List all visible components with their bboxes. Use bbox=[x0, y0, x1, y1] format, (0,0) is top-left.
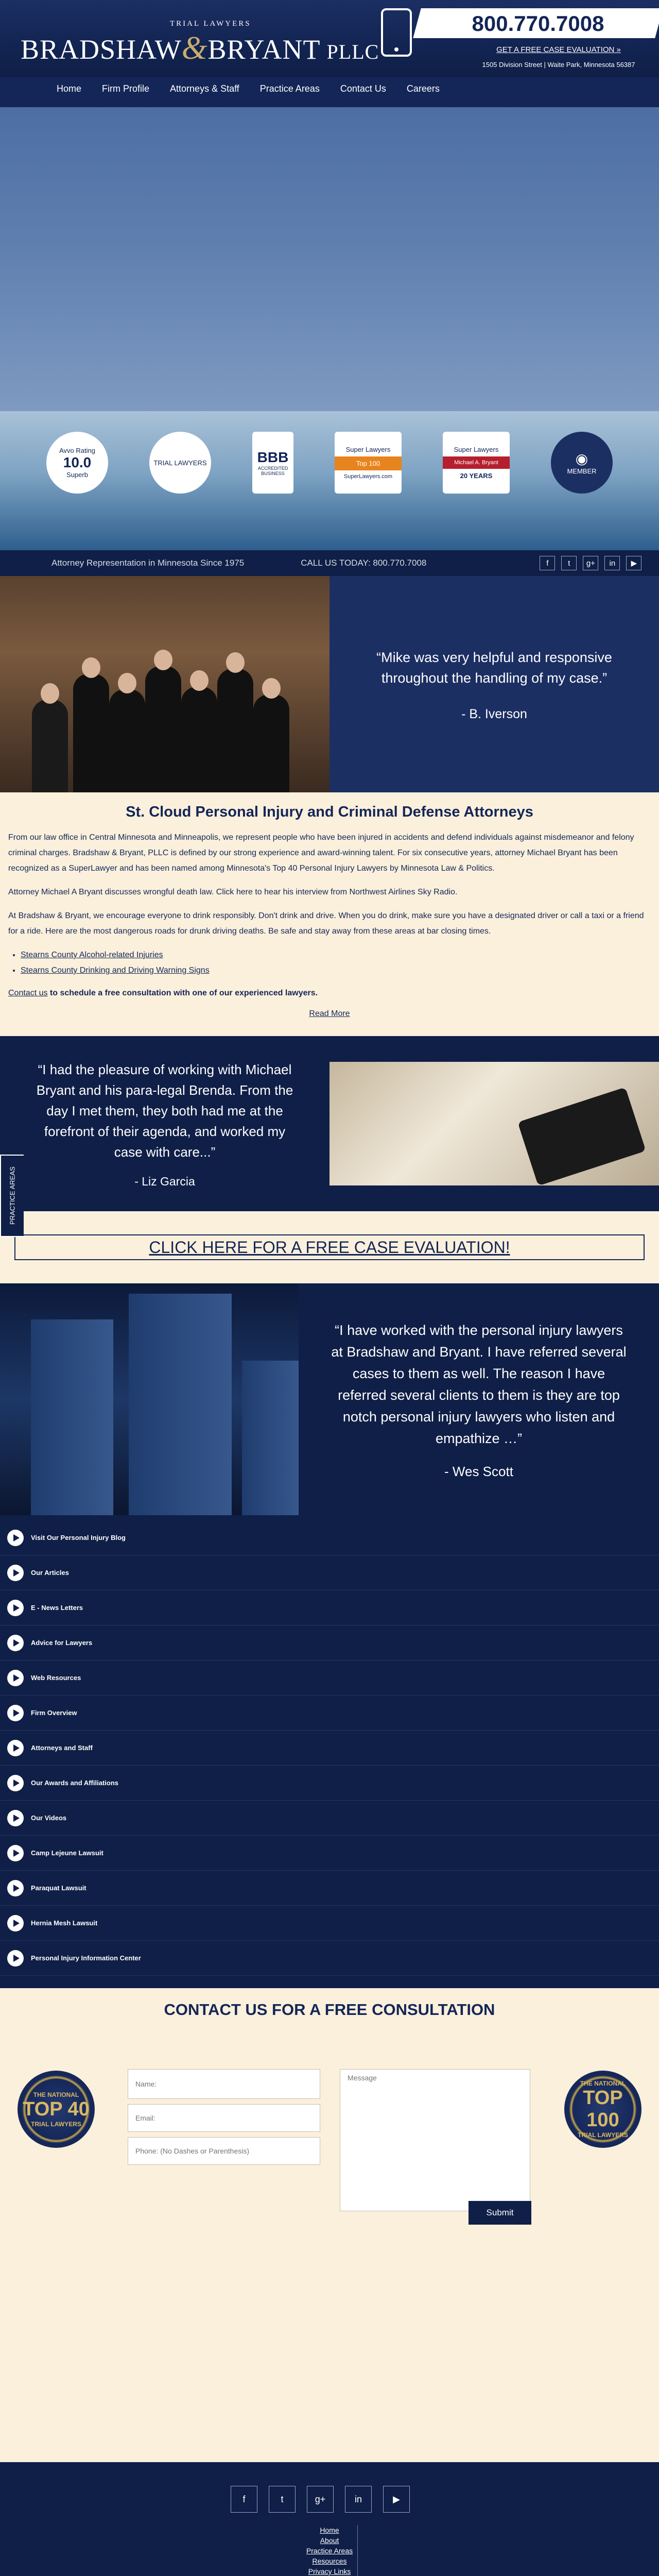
link-camp-lejeune[interactable]: Camp Lejeune Lawsuit bbox=[0, 1836, 659, 1871]
logo-name: BRADSHAW&BRYANT PLLC bbox=[21, 29, 379, 66]
social-links bbox=[540, 556, 641, 570]
interview-paragraph: Attorney Michael A Bryant discusses wrongful death law. Click here to hear his interview from Northwest Airlines Sky Radio. bbox=[8, 888, 458, 896]
nav-contact-us[interactable]: Contact Us bbox=[340, 83, 386, 94]
info-bar bbox=[0, 550, 659, 576]
contact-paragraph: Contact us to schedule a free consultation with one of our experienced lawyers. bbox=[8, 989, 318, 997]
testimonial-quote: “I had the pleasure of working with Michael Bryant and his para-legal Brenda. From the day I met them, they both had me at the forefront of their agenda, and worked my case with care...” bbox=[36, 1061, 293, 1160]
intro-paragraph: From our law office in Central Minnesota and Minneapolis, we represent people who have been injured in accidents and defend individuals against misdemeanor and felony criminal charges. Bradshaw & Bryant, PLLC is defined by our strong experience and award-winning talent. For six consecutive years, attorney Michael Bryant has been recognized as a SuperLawyer and has been named among Minnesota's Top 40 Personal Injury Lawyers by Minnesota Law & Politics. bbox=[8, 833, 634, 873]
testimonial-garcia-row bbox=[0, 1061, 659, 1188]
super-lawyers-top100: Top 100 bbox=[335, 456, 402, 470]
testimonial-iverson bbox=[330, 576, 659, 792]
play-icon bbox=[7, 1600, 24, 1616]
testimonial-quote: “Mike was very helpful and responsive throughout the handling of my case.” bbox=[376, 649, 612, 686]
contact-section bbox=[0, 1988, 659, 2462]
nav-careers[interactable]: Careers bbox=[406, 83, 440, 94]
drink-paragraph: At Bradshaw & Bryant, we encourage everyone to drink responsibly. Don't drink and drive. When you do drink, make sure you have a designated driver or call a taxi or a friend for a ride. Here are the most dangerous roads for drunk driving deaths. Be safe and stay away from these areas at bar closing times. bbox=[8, 911, 644, 936]
contact-title: CONTACT US FOR A FREE CONSULTATION bbox=[164, 2001, 495, 2019]
play-icon bbox=[7, 1705, 24, 1721]
footer-links bbox=[293, 2525, 366, 2576]
logo-tagline: TRIAL LAWYERS bbox=[170, 20, 251, 28]
call-us-text[interactable]: CALL US TODAY: 800.770.7008 bbox=[301, 558, 427, 568]
team-photo bbox=[0, 576, 330, 792]
nav-home[interactable]: Home bbox=[57, 83, 82, 94]
badge-row bbox=[46, 427, 613, 499]
linkedin-icon[interactable]: in bbox=[345, 2486, 372, 2513]
team-section bbox=[0, 576, 659, 792]
main-content bbox=[0, 792, 659, 1036]
person-figure bbox=[253, 694, 289, 792]
testimonial-garcia bbox=[0, 1061, 330, 1188]
twitter-icon[interactable]: t bbox=[561, 556, 577, 570]
skyscraper-photo bbox=[0, 1283, 299, 1515]
tablet-image bbox=[517, 1087, 646, 1185]
google-plus-icon[interactable]: g+ bbox=[583, 556, 598, 570]
phone-field[interactable] bbox=[128, 2137, 320, 2165]
resource-list bbox=[21, 947, 651, 978]
free-case-eval-button[interactable]: CLICK HERE FOR A FREE CASE EVALUATION! bbox=[14, 1234, 645, 1260]
facebook-icon[interactable]: f bbox=[231, 2486, 257, 2513]
play-icon bbox=[7, 1915, 24, 1931]
nav-firm-profile[interactable]: Firm Profile bbox=[102, 83, 150, 94]
person-figure bbox=[145, 666, 181, 792]
contact-us-link[interactable]: Contact us bbox=[8, 989, 48, 997]
link-paraquat[interactable]: Paraquat Lawsuit bbox=[0, 1871, 659, 1906]
trial-lawyers-badge[interactable] bbox=[149, 432, 211, 494]
testimonial-quote: “I have worked with the personal injury lawyers at Bradshaw and Bryant. I have referred several cases to them as well. The reason I have referred several clients to them is they are top notch personal injury lawyers who listen and empathize …” bbox=[331, 1322, 627, 1446]
super-lawyers-url: SuperLawyers.com bbox=[343, 473, 393, 480]
testimonial-author: - Liz Garcia bbox=[134, 1174, 195, 1188]
member-label: MEMBER bbox=[567, 467, 597, 475]
person-figure bbox=[217, 669, 253, 792]
bbb-label: BBB bbox=[257, 449, 289, 465]
link-awards[interactable]: Our Awards and Affiliations bbox=[0, 1766, 659, 1801]
youtube-icon[interactable]: ▶ bbox=[626, 556, 641, 570]
submit-button[interactable]: Submit bbox=[469, 2201, 531, 2225]
name-field[interactable] bbox=[128, 2069, 320, 2099]
link-firm-overview[interactable]: Firm Overview bbox=[0, 1696, 659, 1731]
avvo-badge[interactable] bbox=[46, 432, 108, 494]
play-icon bbox=[7, 1635, 24, 1651]
twitter-icon[interactable]: t bbox=[269, 2486, 296, 2513]
list-item[interactable]: • Stearns County Drinking and Driving Warning Signs bbox=[21, 963, 651, 978]
hero-banner bbox=[0, 107, 659, 411]
nav-bar bbox=[0, 77, 659, 107]
desk-photo bbox=[330, 1062, 659, 1185]
avvo-sub: Superb bbox=[66, 471, 88, 479]
phone-number[interactable]: 800.770.7008 bbox=[472, 11, 604, 36]
footer-link-practice-areas[interactable]: Practice Areas bbox=[306, 2547, 353, 2555]
nav-practice-areas[interactable]: Practice Areas bbox=[259, 83, 320, 94]
facebook-icon[interactable]: f bbox=[540, 556, 555, 570]
testimonial-scott bbox=[299, 1283, 659, 1515]
play-icon bbox=[7, 1670, 24, 1686]
site-footer bbox=[0, 2462, 659, 2576]
link-info-center[interactable]: Personal Injury Information Center bbox=[0, 1941, 659, 1976]
person-figure bbox=[73, 674, 109, 792]
page-title: St. Cloud Personal Injury and Criminal Defense Attorneys bbox=[126, 804, 533, 820]
play-icon bbox=[7, 1565, 24, 1581]
testimonial-garcia-section bbox=[0, 1036, 659, 1225]
avvo-title: Avvo Rating bbox=[59, 447, 95, 454]
play-icon bbox=[7, 1740, 24, 1756]
youtube-icon[interactable]: ▶ bbox=[383, 2486, 410, 2513]
phone-icon bbox=[381, 8, 412, 57]
bbb-badge[interactable] bbox=[252, 432, 293, 494]
link-advice[interactable]: Advice for Lawyers bbox=[0, 1625, 659, 1660]
badge-band bbox=[0, 411, 659, 550]
super-lawyers-20yr-badge[interactable] bbox=[443, 432, 510, 494]
super-lawyers-title: Super Lawyers bbox=[345, 446, 391, 453]
avvo-score: 10.0 bbox=[63, 454, 92, 470]
super-lawyers-years: 20 YEARS bbox=[460, 472, 493, 480]
link-articles[interactable]: Our Articles bbox=[0, 1555, 659, 1590]
link-web-resources[interactable]: Web Resources bbox=[0, 1660, 659, 1696]
email-field[interactable] bbox=[128, 2104, 320, 2132]
link-hernia-mesh[interactable]: Hernia Mesh Lawsuit bbox=[0, 1906, 659, 1941]
practice-areas-tab[interactable]: PRACTICE AREAS bbox=[0, 1155, 24, 1237]
super-lawyers-20yr-title: Super Lawyers bbox=[454, 446, 499, 453]
link-blog[interactable]: Visit Our Personal Injury Blog bbox=[0, 1520, 659, 1555]
link-videos[interactable]: Our Videos bbox=[0, 1801, 659, 1836]
top100-seal: THE NATIONAL TOP 100 TRIAL LAWYERS bbox=[564, 2071, 641, 2148]
footer-link-about[interactable]: About bbox=[320, 2536, 339, 2545]
header-address: 1505 Division Street | Waite Park, Minnesota 56387 bbox=[482, 61, 635, 69]
list-item[interactable]: • Stearns County Alcohol-related Injuries bbox=[21, 947, 651, 963]
play-icon bbox=[7, 1880, 24, 1896]
nav-attorneys-staff[interactable]: Attorneys & Staff bbox=[170, 83, 239, 94]
play-icon bbox=[7, 1845, 24, 1861]
member-badge[interactable] bbox=[551, 432, 613, 494]
top40-seal: THE NATIONAL TOP 40 TRIAL LAWYERS bbox=[18, 2071, 95, 2148]
footer-link-privacy[interactable]: Privacy Links bbox=[308, 2567, 351, 2575]
bbb-sub: ACCREDITED BUSINESS bbox=[257, 466, 288, 476]
free-eval-link[interactable]: GET A FREE CASE EVALUATION » bbox=[496, 45, 621, 54]
trial-lawyers-label: TRIAL LAWYERS bbox=[153, 459, 207, 467]
link-attorneys-staff[interactable]: Attorneys and Staff bbox=[0, 1731, 659, 1766]
cta-section bbox=[0, 1211, 659, 1283]
play-icon bbox=[7, 1530, 24, 1546]
testimonial-scott-section bbox=[0, 1283, 659, 1515]
main-nav bbox=[0, 77, 659, 100]
tower-shape bbox=[242, 1361, 299, 1515]
tower-shape bbox=[129, 1294, 232, 1515]
read-more-link[interactable]: Read More bbox=[309, 1009, 350, 1018]
site-header bbox=[0, 0, 659, 77]
play-icon bbox=[7, 1810, 24, 1826]
google-plus-icon[interactable]: g+ bbox=[307, 2486, 334, 2513]
message-field[interactable] bbox=[340, 2069, 530, 2211]
play-icon bbox=[7, 1775, 24, 1791]
footer-social bbox=[231, 2486, 410, 2513]
person-figure bbox=[32, 700, 68, 792]
testimonial-author: - Wes Scott bbox=[444, 1463, 513, 1479]
testimonial-author: - B. Iverson bbox=[461, 706, 527, 721]
play-icon bbox=[7, 1950, 24, 1967]
tower-shape bbox=[31, 1319, 113, 1515]
footer-link-resources[interactable]: Resources bbox=[312, 2557, 347, 2565]
person-figure bbox=[181, 687, 217, 792]
super-lawyers-badge[interactable] bbox=[335, 432, 402, 494]
resource-links bbox=[0, 1515, 659, 1988]
person-figure bbox=[109, 689, 145, 792]
firm-logo[interactable] bbox=[21, 15, 379, 66]
super-lawyers-name: Michael A. Bryant bbox=[443, 456, 510, 469]
footer-divider bbox=[357, 2525, 358, 2576]
since-text: Attorney Representation in Minnesota Since 1975 bbox=[51, 558, 245, 568]
linkedin-icon[interactable]: in bbox=[604, 556, 620, 570]
member-icon: ◉ bbox=[575, 451, 588, 467]
phone-box bbox=[381, 8, 659, 69]
footer-link-home[interactable]: Home bbox=[320, 2526, 339, 2534]
link-newsletters[interactable]: E - News Letters bbox=[0, 1590, 659, 1625]
